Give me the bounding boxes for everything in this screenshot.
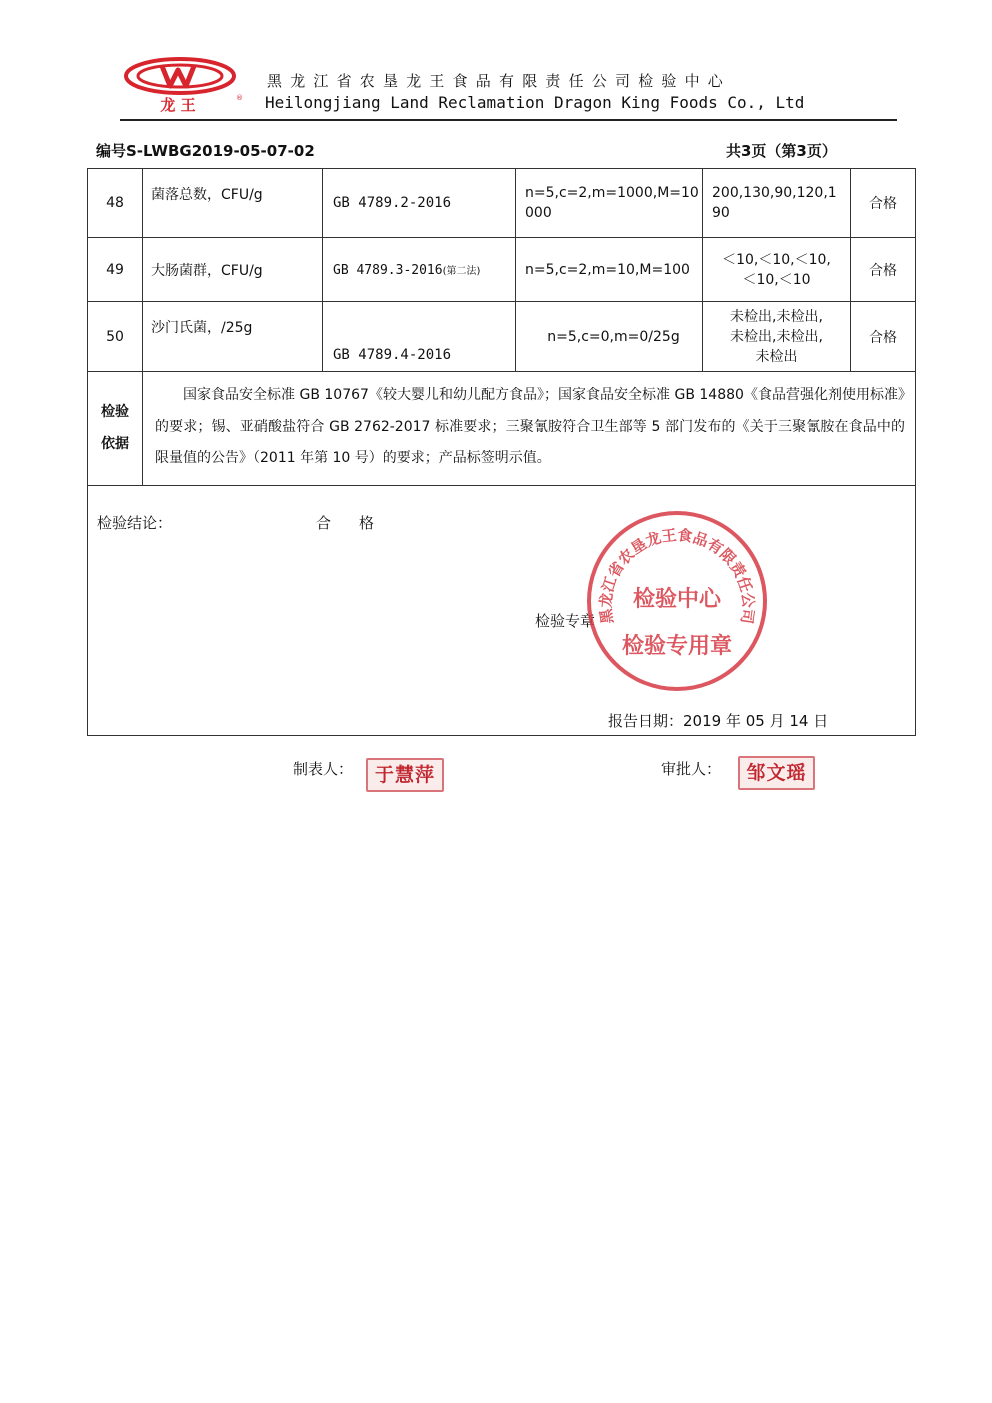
row-standard: GB 4789.4-2016 [323, 302, 516, 372]
row-result [703, 302, 851, 372]
basis-text: 国家食品安全标准 GB 10767《较大婴儿和幼儿配方食品》；国家食品安全标准 GB 14880《食品营强化剂使用标准》的要求；锡、亚硝酸盐符合 GB 2762-2017 标准要求；三聚氰胺符合卫生部等 5 部门发布的《关于三聚氰胺在食品中的限量值的公告》（2011 年第 10 号）的要求；产品标签明示值。 [143, 372, 916, 486]
report-date: 报告日期：2019 年 05 月 14 日 [608, 711, 829, 730]
row-standard [323, 238, 516, 302]
row-requirement [516, 169, 703, 238]
row-standard: GB 4789.2-2016 [323, 169, 516, 238]
row-item: 菌落总数，CFU/g [143, 169, 323, 238]
seal-center-text: 检验中心 [632, 586, 722, 612]
result-text: 200,130,90,120,190 [712, 185, 837, 221]
row-item: 大肠菌群，CFU/g [143, 238, 323, 302]
basis-row [88, 372, 916, 486]
approver-label: 审批人： [661, 760, 722, 778]
result-text: ＜10,＜10,＜10,＜10,＜10 [722, 251, 831, 288]
maker-signature-stamp: 于慧萍 [366, 758, 444, 792]
maker-label: 制表人： [293, 760, 354, 778]
table-row [88, 302, 916, 372]
table-row [88, 238, 916, 302]
row-number: 49 [88, 238, 143, 302]
row-result [703, 238, 851, 302]
conclusion-label: 检验结论： [97, 513, 173, 532]
seal-label: 检验专章 [535, 611, 596, 630]
row-number: 50 [88, 302, 143, 372]
row-requirement: n=5,c=2,m=10,M=100 [516, 238, 703, 302]
table-row [88, 169, 916, 238]
requirement-text: n=5,c=2,m=1000,M=10000 [525, 185, 699, 221]
row-conclusion: 合格 [851, 302, 916, 372]
results-table [87, 168, 916, 736]
seal-bottom-text: 检验专用章 [621, 633, 733, 659]
conclusion-cell [88, 485, 916, 735]
inspection-seal [584, 508, 770, 694]
row-requirement: n=5,c=0,m=0/25g [516, 302, 703, 372]
approver-signature-stamp: 邹文瑶 [738, 756, 815, 790]
row-conclusion: 合格 [851, 169, 916, 238]
conclusion-value: 合格 [316, 513, 403, 532]
header-divider [120, 119, 897, 121]
company-logo [122, 58, 242, 114]
company-name-cn: 黑龙江省农垦龙王食品有限责任公司检验中心 [267, 72, 732, 90]
standard-note: (第二法) [442, 265, 481, 277]
company-name-en: Heilongjiang Land Reclamation Dragon King Foods Co., Ltd [265, 93, 805, 112]
basis-label: 检验依据 [88, 372, 143, 486]
seal-outer-text: 黑龙江省农垦龙王食品有限责任公司 [596, 525, 758, 626]
row-number: 48 [88, 169, 143, 238]
conclusion-row [88, 485, 916, 735]
logo-text: 龙 王 [160, 96, 196, 114]
row-result [703, 169, 851, 238]
svg-text:®: ® [236, 94, 243, 102]
standard-code: GB 4789.3-2016 [333, 262, 443, 278]
page-info: 共3页（第3页） [726, 142, 837, 160]
report-number: 编号S-LWBG2019-05-07-02 [96, 142, 315, 160]
row-item: 沙门氏菌，/25g [143, 302, 323, 372]
result-text: 未检出,未检出,未检出,未检出,未检出 [730, 308, 823, 365]
row-conclusion: 合格 [851, 238, 916, 302]
